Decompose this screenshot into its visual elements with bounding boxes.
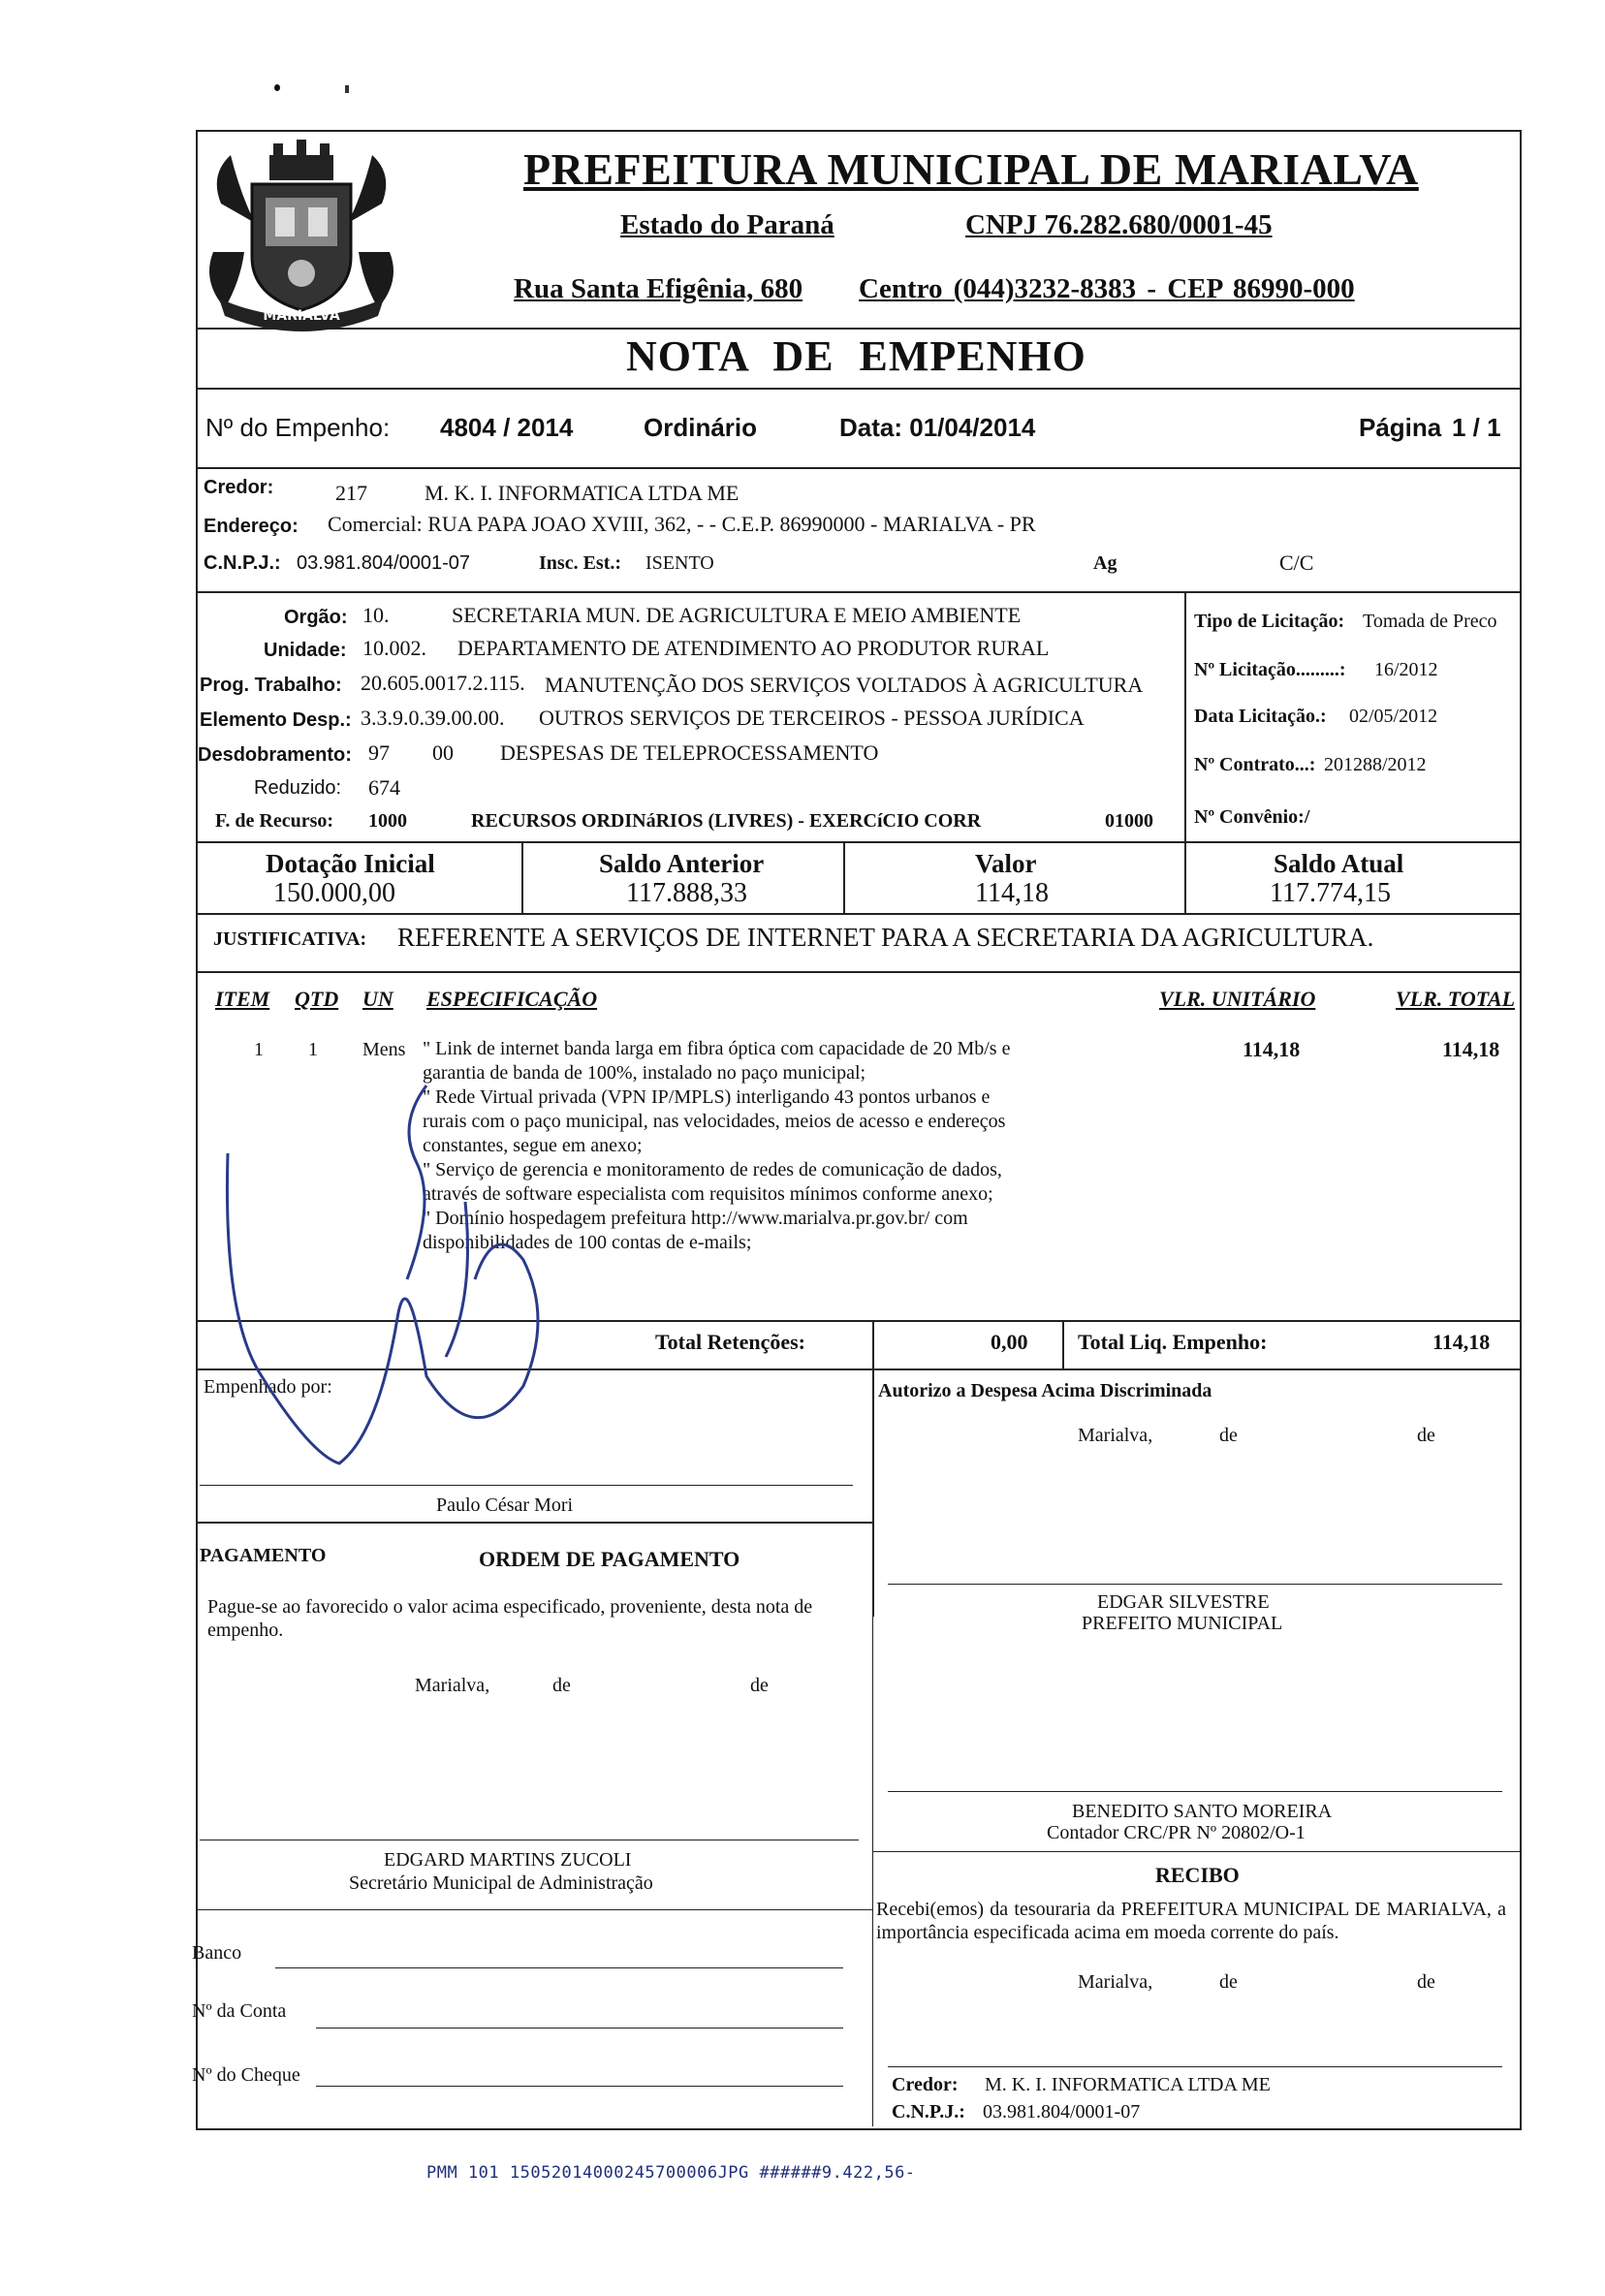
- orgao-label: Orgão:: [284, 607, 348, 628]
- prog-trabalho-label: Prog. Trabalho:: [200, 675, 342, 696]
- fonte-recurso-number: 01000: [1105, 810, 1153, 832]
- recibo-text: Recebi(emos) da tesouraria da PREFEITURA MUNICIPAL DE MARIALVA, a importância especificada acima em moeda corrente do país.: [876, 1899, 1506, 1943]
- header-contact: Centro (044)3232-8383 - CEP 86990-000: [859, 273, 1355, 304]
- empenhado-por-name: Paulo César Mori: [436, 1494, 574, 1516]
- col-un-header: UN: [362, 987, 393, 1011]
- col-unit-price-header: VLR. UNITÁRIO: [1159, 987, 1316, 1011]
- justificativa-text: REFERENTE A SERVIÇOS DE INTERNET PARA A SECRETARIA DA AGRICULTURA.: [397, 923, 1374, 952]
- spec-line: através de software especialista com requisitos mínimos conforme anexo;: [423, 1183, 993, 1205]
- state-name: Estado do Paraná: [620, 209, 834, 240]
- valor-value: 114,18: [975, 878, 1049, 908]
- banco-label: Banco: [192, 1942, 242, 1964]
- credor-cnpj-label: C.N.P.J.:: [204, 552, 281, 574]
- cheque-field[interactable]: [316, 2086, 843, 2087]
- num-licitacao-value: 16/2012: [1374, 659, 1438, 680]
- saldo-atual-value: 117.774,15: [1270, 878, 1391, 908]
- autorizo-de-2: de: [1417, 1425, 1435, 1446]
- pagamento-text: Pague-se ao favorecido o valor acima especificado, proveniente, desta nota de empenho.: [207, 1596, 813, 1641]
- empenho-number: 4804 / 2014: [440, 413, 574, 442]
- contador-title: Contador CRC/PR Nº 20802/O-1: [1047, 1822, 1306, 1843]
- prog-trabalho-code: 20.605.0017.2.115.: [361, 671, 525, 695]
- ordem-pagamento-label: ORDEM DE PAGAMENTO: [479, 1547, 740, 1571]
- spec-line: rurais com o paço municipal, nas velocidades, meios de acesso e endereços: [423, 1111, 1006, 1132]
- prefeito-title: PREFEITO MUNICIPAL: [1082, 1613, 1283, 1634]
- total-retencoes-label: Total Retenções:: [655, 1330, 805, 1354]
- item-unit-price: 114,18: [1243, 1037, 1301, 1061]
- elemento-code: 3.3.9.0.39.00.00.: [361, 706, 505, 730]
- unidade-code: 10.002.: [362, 636, 426, 660]
- prefeito-name: EDGAR SILVESTRE: [1097, 1591, 1270, 1613]
- desdobramento-label: Desdobramento:: [198, 744, 352, 766]
- recibo-cnpj-label: C.N.P.J.:: [892, 2101, 965, 2123]
- desdobramento-code: 97: [368, 740, 390, 765]
- unidade-label: Unidade:: [264, 640, 347, 661]
- elemento-name: OUTROS SERVIÇOS DE TERCEIROS - PESSOA JURÍDICA: [539, 706, 1085, 730]
- total-retencoes-value: 0,00: [991, 1330, 1028, 1354]
- endereco-label: Endereço:: [204, 516, 299, 537]
- recibo-credor-label: Credor:: [892, 2074, 959, 2095]
- col-total-header: VLR. TOTAL: [1396, 987, 1516, 1011]
- recibo-de-2: de: [1417, 1971, 1435, 1993]
- autorizo-de-1: de: [1219, 1425, 1238, 1446]
- credor-cnpj: 03.981.804/0001-07: [297, 552, 471, 574]
- empenho-date: Data: 01/04/2014: [839, 413, 1036, 442]
- insc-est-label: Insc. Est.:: [539, 552, 622, 574]
- banco-field[interactable]: [275, 1967, 843, 1968]
- orgao-name: SECRETARIA MUN. DE AGRICULTURA E MEIO AMBIENTE: [452, 603, 1022, 627]
- empenho-type: Ordinário: [644, 413, 758, 442]
- col-spec-header: ESPECIFICAÇÃO: [426, 987, 598, 1011]
- item-number: 1: [254, 1039, 264, 1060]
- prog-trabalho-name: MANUTENÇÃO DOS SERVIÇOS VOLTADOS À AGRICULTURA: [545, 673, 1144, 697]
- data-licitacao-label: Data Licitação.:: [1194, 706, 1327, 727]
- desdobramento-sub: 00: [432, 740, 454, 765]
- spec-line: " Domínio hospedagem prefeitura http://www.marialva.pr.gov.br/ com: [423, 1208, 968, 1229]
- justificativa-label: JUSTIFICATIVA:: [213, 928, 367, 950]
- contrato-value: 201288/2012: [1324, 754, 1427, 775]
- saldo-anterior-label: Saldo Anterior: [599, 849, 765, 878]
- unidade-name: DEPARTAMENTO DE ATENDIMENTO AO PRODUTOR RURAL: [457, 636, 1050, 660]
- recibo-credor-name: M. K. I. INFORMATICA LTDA ME: [985, 2074, 1271, 2095]
- conta-field[interactable]: [316, 2028, 843, 2029]
- item-qtd: 1: [308, 1039, 318, 1060]
- num-licitacao-label: Nº Licitação.........:: [1194, 659, 1346, 680]
- recibo-city: Marialva,: [1078, 1971, 1153, 1993]
- page-number: 1 / 1: [1452, 413, 1501, 442]
- recibo-title: RECIBO: [1155, 1863, 1240, 1887]
- credor-address: Comercial: RUA PAPA JOAO XVIII, 362, - - C.E.P. 86990000 - MARIALVA - PR: [328, 512, 1036, 536]
- reduzido-label: Reduzido:: [254, 777, 342, 799]
- tipo-licitacao-label: Tipo de Licitação:: [1194, 611, 1345, 632]
- recibo-cnpj-value: 03.981.804/0001-07: [983, 2101, 1141, 2123]
- secretario-name: EDGARD MARTINS ZUCOLI: [384, 1849, 632, 1871]
- data-licitacao-value: 02/05/2012: [1349, 706, 1438, 727]
- col-item-header: ITEM: [215, 987, 270, 1011]
- spec-line: disponibilidades de 100 contas de e-mails;: [423, 1232, 752, 1253]
- dotacao-inicial-value: 150.000,00: [273, 878, 395, 908]
- valor-label: Valor: [975, 849, 1037, 878]
- convenio-label: Nº Convênio:/: [1194, 806, 1310, 828]
- credor-name: M. K. I. INFORMATICA LTDA ME: [425, 481, 740, 505]
- col-qtd-header: QTD: [295, 987, 339, 1011]
- autorizo-city: Marialva,: [1078, 1425, 1153, 1446]
- fonte-recurso-label: F. de Recurso:: [215, 810, 334, 832]
- contador-name: BENEDITO SANTO MOREIRA: [1072, 1801, 1333, 1822]
- credor-label: Credor:: [204, 477, 274, 498]
- fonte-recurso-name: RECURSOS ORDINáRIOS (LIVRES) - EXERCíCIO CORR: [471, 810, 982, 832]
- tipo-licitacao-value: Tomada de Preco: [1363, 611, 1497, 632]
- reduzido-value: 674: [368, 775, 400, 800]
- empenhado-por-label: Empenhado por:: [204, 1376, 332, 1398]
- pagamento-de-2: de: [750, 1675, 769, 1696]
- logo-ribbon-text: MARIALVA: [263, 308, 340, 324]
- spec-line: constantes, segue em anexo;: [423, 1135, 643, 1156]
- header-cnpj: CNPJ 76.282.680/0001-45: [965, 209, 1273, 240]
- spec-line: " Serviço de gerencia e monitoramento de redes de comunicação de dados,: [423, 1159, 1002, 1180]
- agencia-label: Ag: [1093, 552, 1117, 574]
- pagamento-label: PAGAMENTO: [200, 1545, 327, 1566]
- orgao-code: 10.: [362, 603, 390, 627]
- municipality-title: PREFEITURA MUNICIPAL DE MARIALVA: [523, 144, 1419, 194]
- recibo-de-1: de: [1219, 1971, 1238, 1993]
- conta-label: Nº da Conta: [192, 2000, 287, 2022]
- total-liquido-value: 114,18: [1432, 1330, 1491, 1354]
- insc-est-value: ISENTO: [645, 552, 714, 574]
- total-liquido-label: Total Liq. Empenho:: [1078, 1330, 1268, 1354]
- secretario-title: Secretário Municipal de Administração: [349, 1872, 653, 1894]
- saldo-anterior-value: 117.888,33: [626, 878, 747, 908]
- empenho-number-label: Nº do Empenho:: [205, 413, 391, 442]
- cheque-label: Nº do Cheque: [192, 2064, 300, 2086]
- municipal-coat-of-arms-logo: [202, 136, 401, 333]
- credor-code: 217: [335, 481, 367, 505]
- conta-corrente-label: C/C: [1279, 550, 1314, 575]
- pagamento-city: Marialva,: [415, 1675, 490, 1696]
- elemento-label: Elemento Desp.:: [200, 709, 352, 731]
- item-total-price: 114,18: [1442, 1037, 1500, 1061]
- scan-speck: [345, 85, 349, 93]
- dotacao-inicial-label: Dotação Inicial: [266, 849, 435, 878]
- footer-batch-code: PMM 101 15052014000245700006JPG ######9.422,56-: [426, 2163, 916, 2183]
- contrato-label: Nº Contrato...:: [1194, 754, 1316, 775]
- autorizo-despesa: Autorizo a Despesa Acima Discriminada: [878, 1380, 1212, 1401]
- handwritten-signature: [204, 1066, 649, 1473]
- spec-line: " Link de internet banda larga em fibra óptica com capacidade de 20 Mb/s e: [423, 1038, 1011, 1059]
- fonte-recurso-code: 1000: [368, 810, 407, 832]
- desdobramento-name: DESPESAS DE TELEPROCESSAMENTO: [500, 740, 879, 765]
- spec-line: garantia de banda de 100%, instalado no paço municipal;: [423, 1062, 866, 1084]
- header-address: Rua Santa Efigênia, 680: [514, 273, 803, 304]
- item-un: Mens: [362, 1039, 406, 1060]
- page-label: Página: [1359, 413, 1442, 442]
- saldo-atual-label: Saldo Atual: [1274, 849, 1404, 878]
- pagamento-de-1: de: [552, 1675, 571, 1696]
- scan-speck: [274, 84, 280, 91]
- document-title: NOTA DE EMPENHO: [626, 332, 1086, 380]
- spec-line: " Rede Virtual privada (VPN IP/MPLS) interligando 43 pontos urbanos e: [423, 1086, 991, 1108]
